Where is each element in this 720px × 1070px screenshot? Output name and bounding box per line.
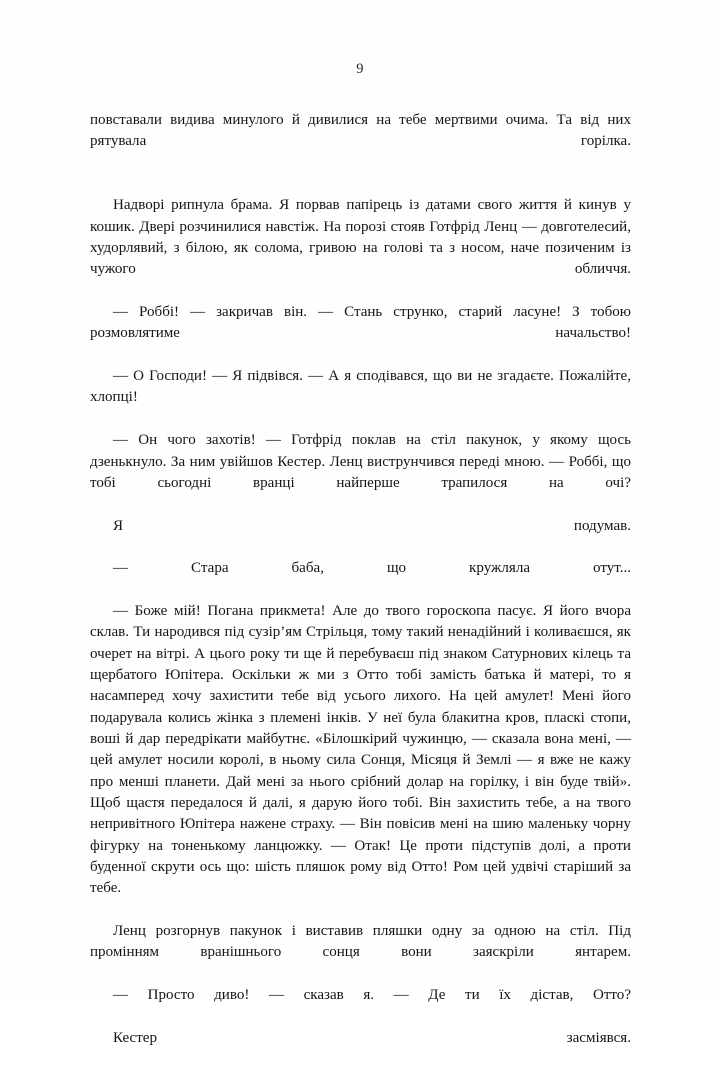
paragraph-continuation: повставали видива минулого й дивилися на тебе мертвими очима. Та від них рятувала горілка. [90,112,631,150]
paragraph: Надворі рипнула брама. Я порвав папірець із датами свого життя й кинув у кошик. Двері розчинилися навстіж. На порозі стояв Готфрід Ленц — довготелесий, худорлявий, з білою, як солома, гривою на голові та з носом, наче позиченим із чужого обличчя. [90,197,631,278]
paragraph-dialogue: — О Господи! — Я підвівся. — А я сподівався, що ви не згадаєте. Пожалійте, хлопці! [90,368,631,406]
paragraph-dialogue: — Просто диво! — сказав я. — Де ти їх дістав, Отто? [113,987,631,1004]
paragraph-dialogue: — Боже мій! Погана прикмета! Але до твого гороскопа пасує. Я його вчора склав. Ти народився під сузір’ям Стрільця, тому такий ненадійний і коливаєшся, як очерет на вітрі. А цього року ти ще й перебуваєш під знаком Сатурнових кілець та щербатого Юпітера. Оскільки ж ми з Отто тобі замість батька й матері, то я насамперед хочу захистити тебе від усього лихого. На цей амулет! Мені його подарувала колись жінка з племені інків. У неї була блакитна кров, пласкі стопи, воші й дар передрікати майбутнє. «Білошкірий чужинцю, — сказала вона мені, — цей амулет носили королі, в ньому сила Сонця, Місяця й Землі — я вже не кажу про менші планети. Дай мені за нього срібний долар на горілку, і він буде твій». Щоб щастя передалося й далі, я дарую його тобі. Він захистить тебе, а на твого непривітного Юпітера нажене страху. — Він повісив мені на шию маленьку чорну фігурку на тоненькому ланцюжку. — Отак! Це проти підступів долі, а проти буденної скрути ось що: шість пляшок рому від Отто! Ром цей удвічі старіший за тебе. [90,602,631,897]
body-text-block [90,110,631,1070]
paragraph-dialogue: — Роббі! — закричав він. — Стань струнко, старий ласуне! З тобою розмовлятиме начальство! [90,304,631,342]
paragraph: Я подумав. [113,517,631,534]
paragraph-dialogue: — Стара баба, що кружляла отут... [113,560,631,577]
paragraph: Кестер засміявся. [113,1029,631,1046]
paragraph: Ленц розгорнув пакунок і виставив пляшки одну за одною на стіл. Під промінням вранішнього сонця вони заяскріли янтарем. [90,923,631,961]
page-number: 9 [356,61,364,77]
paragraph-dialogue: — Он чого захотів! — Готфрід поклав на стіл пакунок, у якому щось дзенькнуло. За ним увійшов Кестер. Ленц виструнчився переді мною. — Роббі, що тобі сьогодні вранці найперше трапилося на очі? [90,432,631,491]
